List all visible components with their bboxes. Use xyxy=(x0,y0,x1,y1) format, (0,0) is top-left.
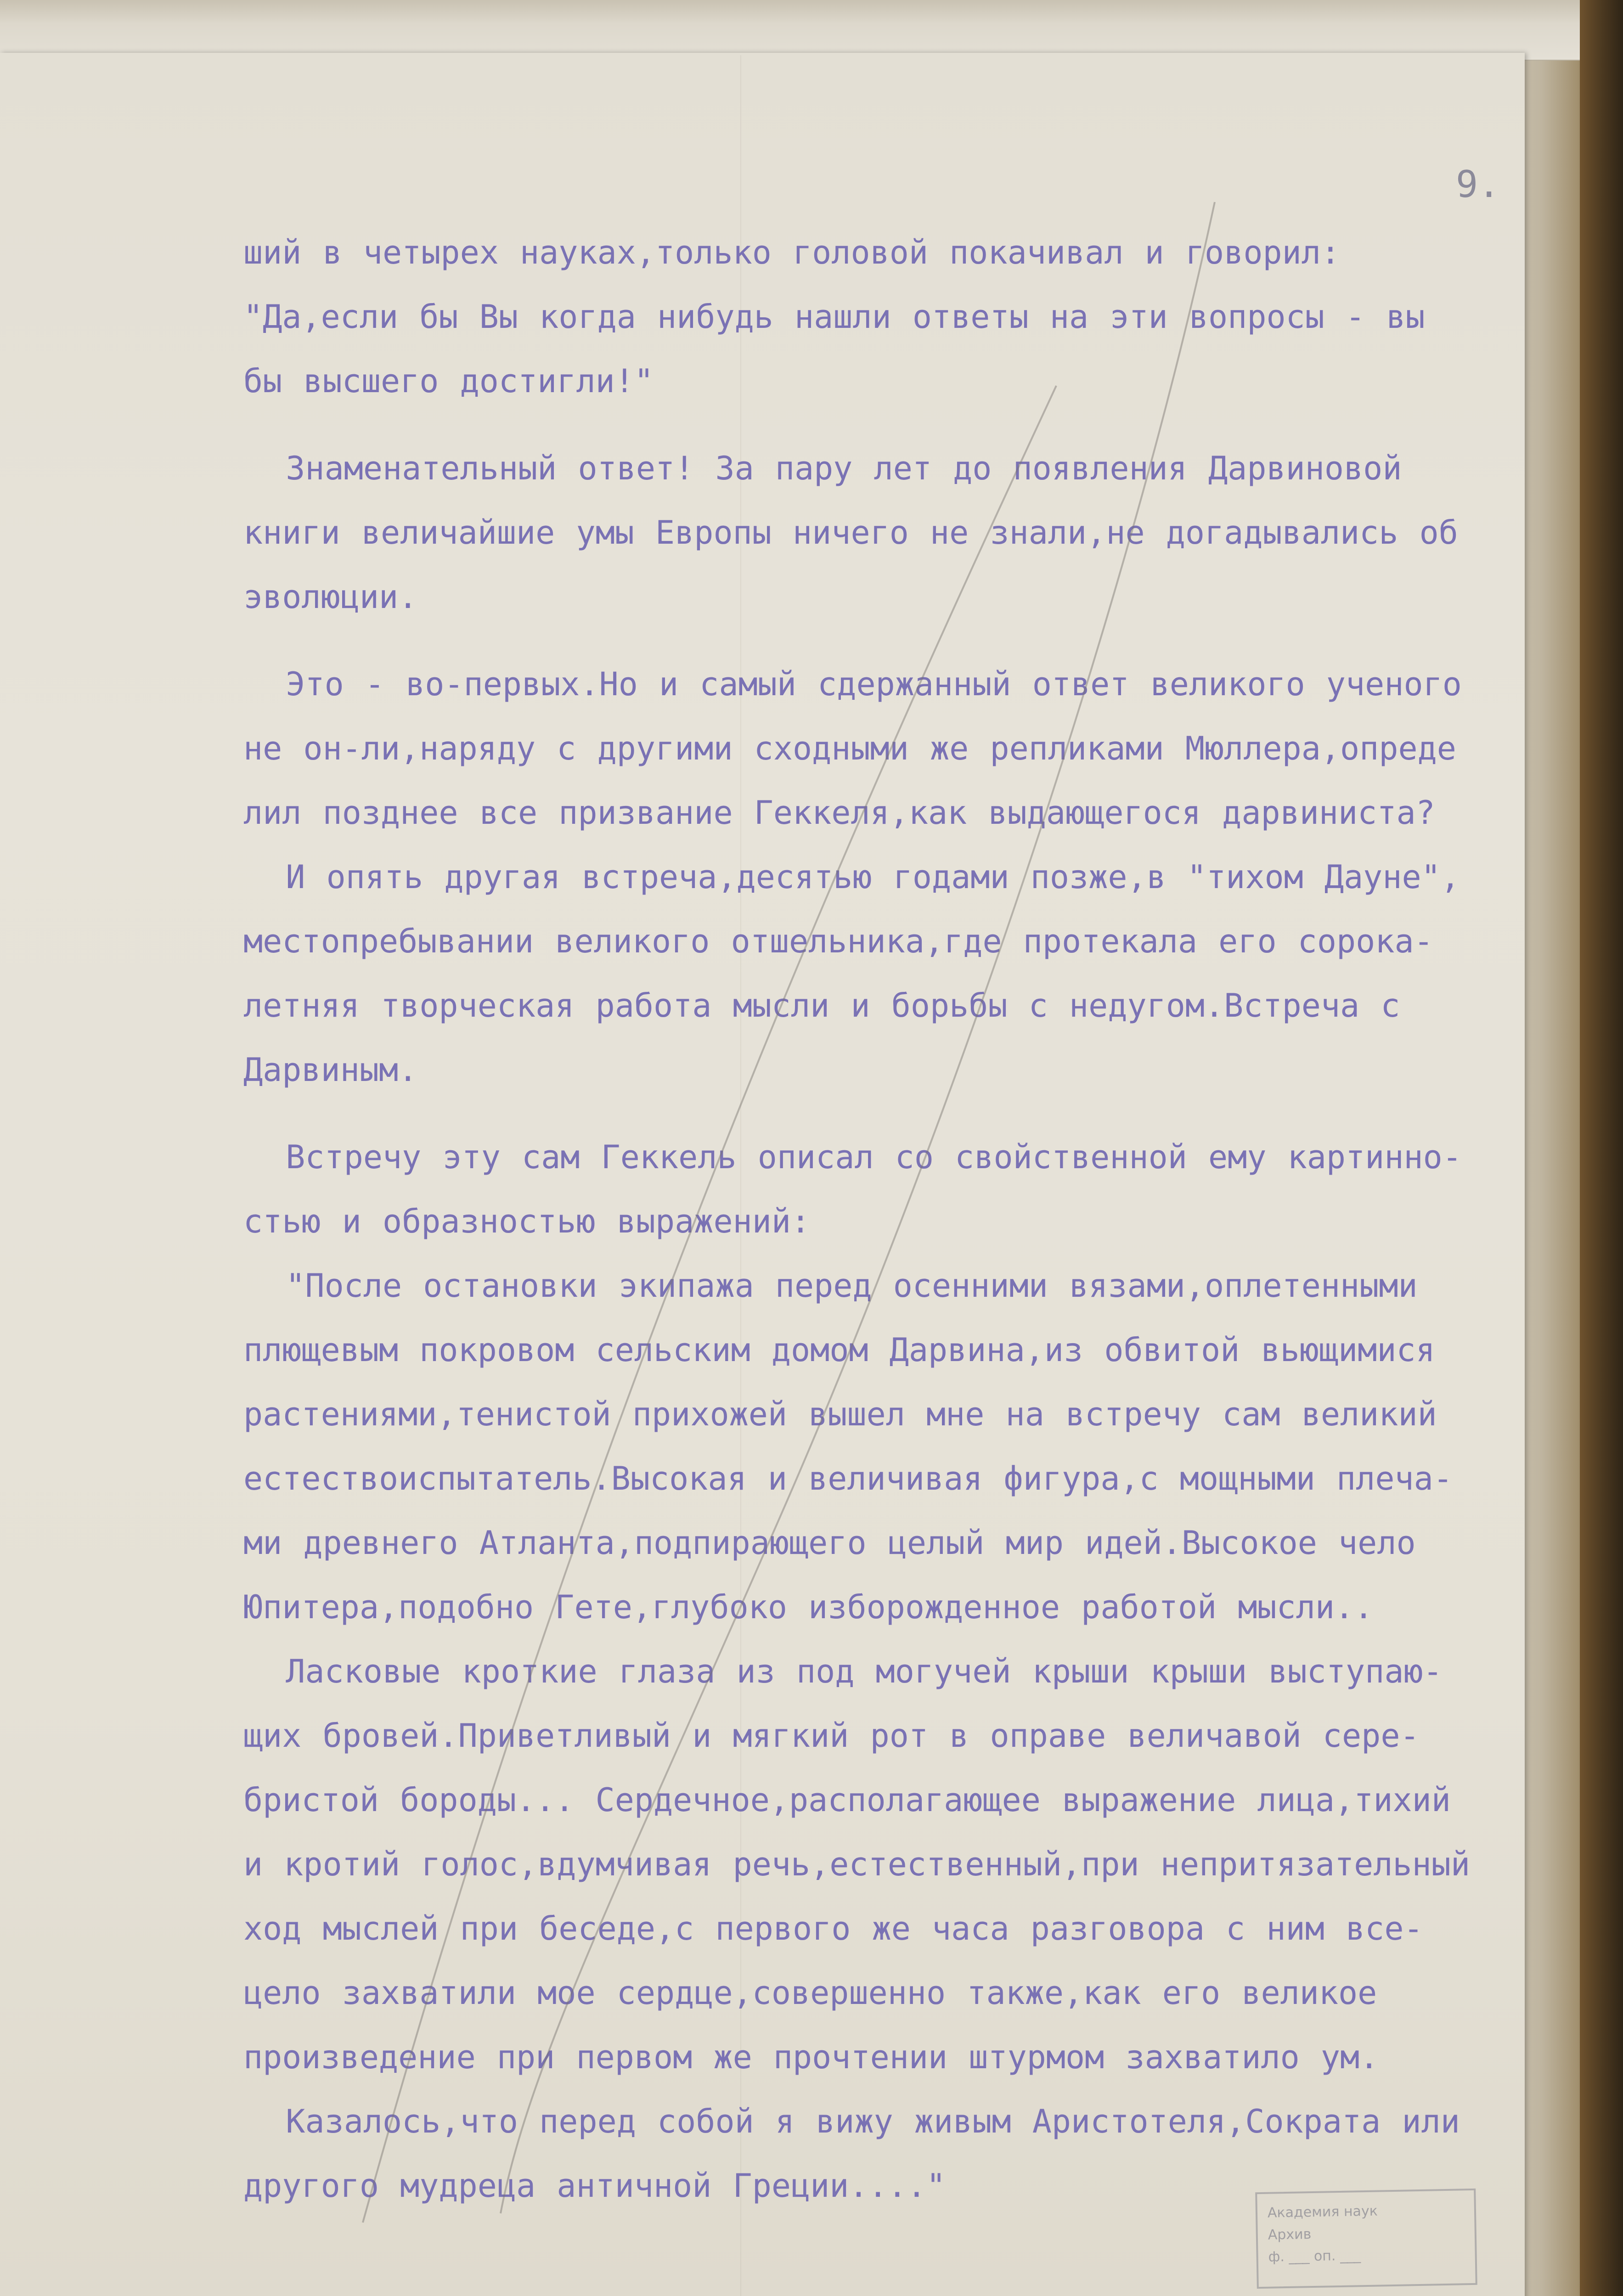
text-line: бы высшего достигли!" xyxy=(243,362,654,400)
text-line: естествоиспытатель.Высокая и величивая фигура,с мощными плеча- xyxy=(243,1460,1453,1497)
text-line: плющевым покровом сельским домом Дарвина,из обвитой вьющимися xyxy=(243,1331,1435,1369)
text-line: "Да,если бы Вы когда нибудь нашли ответы на эти вопросы - вы xyxy=(243,298,1425,336)
text-line: цело захватили мое сердце,совершенно также,как его великое xyxy=(243,1974,1377,2012)
text-line: местопребывании великого отшельника,где протекала его сорока- xyxy=(243,923,1433,960)
text-line: книги величайшие умы Европы ничего не знали,не догадывались об xyxy=(243,514,1458,551)
text-line: Знаменательный ответ! За пару лет до появления Дарвиновой xyxy=(243,450,1402,487)
text-line: Это - во-первых.Но и самый сдержанный ответ великого ученого xyxy=(243,665,1462,703)
page-number: 9. xyxy=(1456,163,1500,206)
text-line: растениями,тенистой прихожей вышел мне на встречу сам великий xyxy=(243,1396,1437,1433)
text-line: ми древнего Атланта,подпирающего целый мир идей.Высокое чело xyxy=(243,1524,1416,1562)
text-line: ший в четырех науках,только головой покачивал и говорил: xyxy=(243,234,1341,271)
text-line: летняя творческая работа мысли и борьбы с недугом.Встреча с xyxy=(243,987,1400,1024)
stamp-line: Архив xyxy=(1268,2226,1312,2243)
text-line: бристой бороды... Сердечное,располагающее выражение лица,тихий xyxy=(243,1781,1451,1819)
text-line: лил позднее все призвание Геккеля,как выдающегося дарвиниста? xyxy=(243,794,1435,832)
text-line: другого мудреца античной Греции...." xyxy=(243,2167,946,2205)
text-line: И опять другая встреча,десятью годами позже,в "тихом Дауне", xyxy=(243,858,1460,896)
text-line: Казалось,что перед собой я вижу живым Аристотеля,Сократа или xyxy=(243,2103,1460,2140)
text-line: и кротий голос,вдумчивая речь,естественный,при непритязательный xyxy=(243,1846,1471,1883)
text-line: не он-ли,наряду с другими сходными же репликами Мюллера,опреде xyxy=(243,730,1456,767)
stamp-line: ф. ___ оп. ___ xyxy=(1268,2247,1361,2265)
text-line: стью и образностью выражений: xyxy=(243,1203,811,1240)
text-line: эволюции. xyxy=(243,578,418,616)
text-line: ход мыслей при беседе,с первого же часа разговора с ним все- xyxy=(243,1910,1423,1947)
text-line: произведение при первом же прочтении штурмом захватило ум. xyxy=(243,2038,1379,2076)
text-line: Дарвиным. xyxy=(243,1051,418,1089)
text-line: щих бровей.Приветливый и мягкий рот в оправе величавой сере- xyxy=(243,1717,1420,1755)
text-line: Юпитера,подобно Гете,глубоко изборожденное работой мысли.. xyxy=(243,1588,1374,1626)
archive-stamp xyxy=(1255,2189,1477,2289)
typed-text-body xyxy=(243,220,1529,2218)
top-sheet-edge xyxy=(0,0,1580,61)
stamp-line: Академия наук xyxy=(1267,2203,1378,2221)
text-line: "После остановки экипажа перед осенними вязами,оплетенными xyxy=(243,1267,1418,1305)
text-line: Ласковые кроткие глаза из под могучей крыши крыши выступаю- xyxy=(243,1653,1443,1690)
text-line: Встречу эту сам Геккель описал со свойственной ему картинно- xyxy=(243,1138,1462,1176)
folder-binding xyxy=(1572,0,1623,2296)
